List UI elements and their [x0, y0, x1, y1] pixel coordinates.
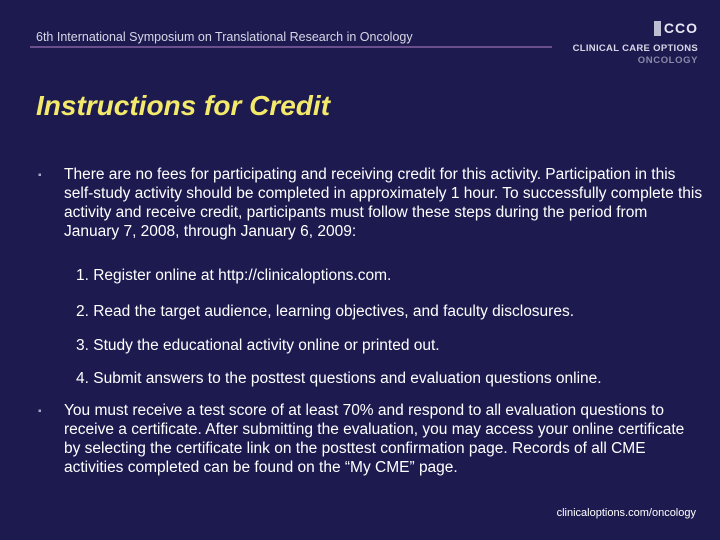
footer-url: clinicaloptions.com/oncology [556, 507, 696, 519]
header-divider [30, 46, 552, 48]
step-2: 2. Read the target audience, learning objectives, and faculty disclosures. [76, 303, 575, 320]
bullet-marker-2: ▪ [38, 406, 42, 417]
cco-logo [570, 18, 700, 68]
bullet-marker-1: ▪ [38, 170, 42, 181]
logo-text-line1: CLINICAL CARE OPTIONS [572, 43, 698, 54]
step-3: 3. Study the educational activity online or printed out. [76, 337, 440, 354]
logo-block-icon [654, 21, 661, 36]
step-4: 4. Submit answers to the posttest questions and evaluation questions online. [76, 370, 602, 387]
logo-text-line2: ONCOLOGY [637, 55, 698, 66]
bullet-text-1: There are no fees for participating and receiving credit for this activity. Participation in this self-study activity should be completed in approximately 1 hour. To successfully complete this activity and receive credit, participants must follow these steps during the period from January 7, 2008, through January 6, 2009: [64, 166, 703, 240]
slide-title: Instructions for Credit [36, 90, 331, 121]
cco-logo-mark [654, 20, 698, 37]
step-1: 1. Register online at http://clinicaloptions.com. [76, 267, 392, 284]
conference-header: 6th International Symposium on Translational Research in Oncology [36, 30, 413, 44]
bullet-text-2: You must receive a test score of at least 70% and respond to all evaluation questions to receive a certificate. After submitting the evaluation, you may access your online certificate by selecting the certificate link on the posttest confirmation page. Records of all CME activities completed can be found on the “My CME” page. [64, 402, 685, 476]
logo-letters: CCO [663, 20, 698, 36]
